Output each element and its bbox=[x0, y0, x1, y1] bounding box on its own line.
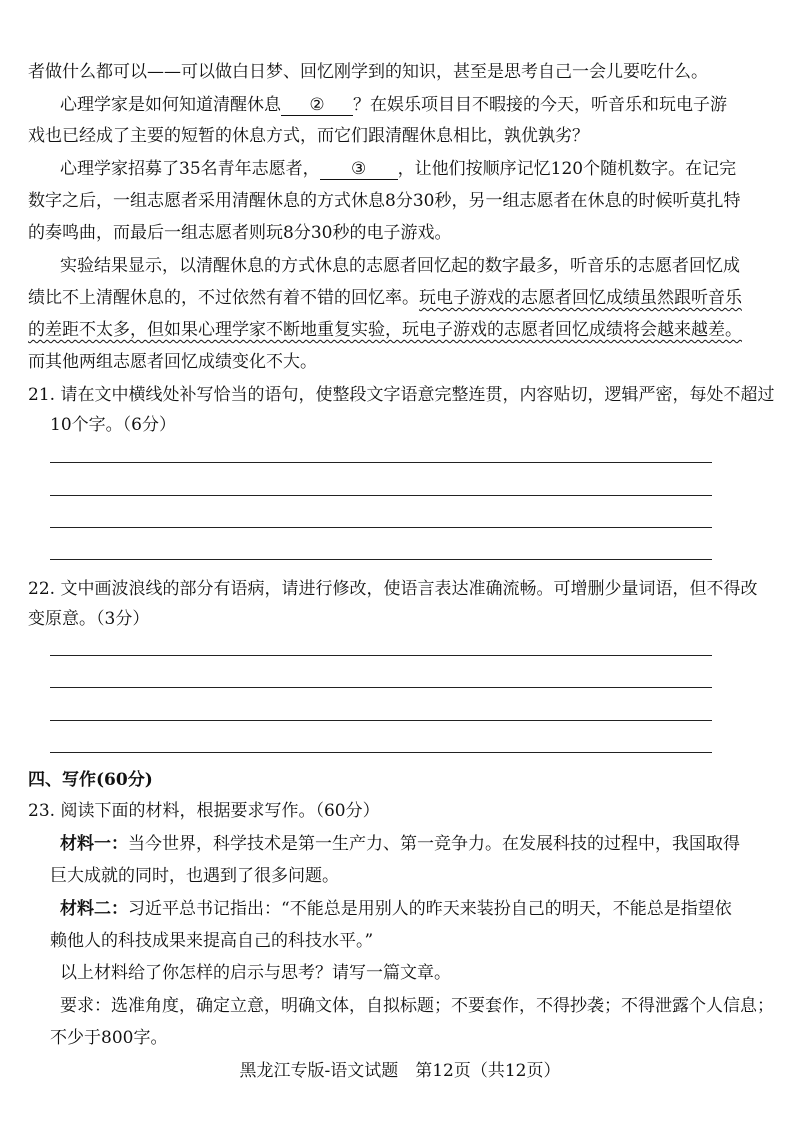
passage-paragraph-4-line-2 bbox=[28, 286, 740, 310]
wavy-underlined-sentence: 玩电子游戏的志愿者回忆成绩虽然跟听音乐 bbox=[419, 288, 742, 308]
material-1-line-2: 巨大成就的同时，也遇到了很多问题。 bbox=[50, 866, 339, 886]
question-21-line-2: 10个字。（6分） bbox=[50, 415, 176, 435]
answer-line-21-2[interactable] bbox=[50, 495, 712, 496]
passage-paragraph-2-line-2: 戏也已经成了主要的短暂的休息方式，而它们跟清醒休息相比，孰优孰劣？ bbox=[28, 126, 589, 146]
answer-line-22-4[interactable] bbox=[50, 752, 712, 753]
material-2-label: 材料二： bbox=[60, 899, 128, 919]
wavy-underlined-sentence: 的差距不太多，但如果心理学家不断地重复实验，玩电子游戏的志愿者回忆成绩将会越来越差。 bbox=[28, 320, 742, 340]
passage-line-1: 者做什么都可以——可以做白日梦、回忆刚学到的知识，甚至是思考自己一会儿要吃什么。 bbox=[28, 62, 708, 82]
passage-paragraph-4-line-1: 实验结果显示，以清醒休息的方式休息的志愿者回忆起的数字最多，听音乐的志愿者回忆成 bbox=[60, 256, 740, 276]
passage-paragraph-3-line-1 bbox=[60, 157, 740, 181]
answer-blank-3[interactable]: ③ bbox=[320, 159, 398, 180]
material-2-line-2: 赖他人的科技成果来提高自己的科技水平。” bbox=[50, 931, 374, 951]
passage-text: 绩比不上清醒休息的，不过依然有着不错的回忆率。 bbox=[28, 288, 419, 308]
material-1-label: 材料一： bbox=[60, 834, 128, 854]
question-21-line-1: 21. 请在文中横线处补写恰当的语句，使整段文字语意完整连贯，内容贴切，逻辑严密，每处不超过 bbox=[28, 385, 775, 405]
passage-text: ，让他们按顺序记忆120个随机数字。在记完 bbox=[397, 159, 737, 179]
passage-paragraph-4-line-4: 而其他两组志愿者回忆成绩变化不大。 bbox=[28, 352, 317, 372]
answer-line-21-3[interactable] bbox=[50, 527, 712, 528]
answer-line-21-4[interactable] bbox=[50, 559, 712, 560]
answer-line-22-2[interactable] bbox=[50, 687, 712, 688]
material-1-line-1 bbox=[60, 832, 740, 856]
writing-prompt: 以上材料给了你怎样的启示与思考？请写一篇文章。 bbox=[60, 963, 451, 983]
answer-blank-2[interactable]: ② bbox=[281, 95, 353, 116]
material-1-text: 当今世界，科学技术是第一生产力、第一竞争力。在发展科技的过程中，我国取得 bbox=[128, 834, 740, 854]
material-2-text: 习近平总书记指出：“不能总是用别人的昨天来装扮自己的明天，不能总是指望依 bbox=[128, 899, 732, 919]
writing-requirements-line-1: 要求：选准角度，确定立意，明确文体，自拟标题；不要套作，不得抄袭；不得泄露个人信息； bbox=[60, 996, 774, 1016]
material-2-line-1 bbox=[60, 897, 740, 921]
answer-line-22-1[interactable] bbox=[50, 655, 712, 656]
question-23-line-1: 23. 阅读下面的材料，根据要求写作。（60分） bbox=[28, 801, 380, 821]
question-22-line-1: 22. 文中画波浪线的部分有语病，请进行修改，使语言表达准确流畅。可增删少量词语，但不得改 bbox=[28, 579, 758, 599]
answer-line-22-3[interactable] bbox=[50, 720, 712, 721]
section-4-title: 四、写作(60分) bbox=[28, 770, 153, 790]
passage-paragraph-3-line-3: 的奏鸣曲，而最后一组志愿者则玩8分30秒的电子游戏。 bbox=[28, 223, 452, 243]
writing-requirements-line-2: 不少于800字。 bbox=[50, 1028, 168, 1048]
passage-paragraph-3-line-2: 数字之后，一组志愿者采用清醒休息的方式休息8分30秒，另一组志愿者在休息的时候听莫扎特 bbox=[28, 191, 741, 211]
passage-text: ？在娱乐项目目不暇接的今天，听音乐和玩电子游 bbox=[353, 95, 727, 115]
question-22-line-2: 变原意。（3分） bbox=[28, 609, 150, 629]
passage-text: 心理学家招募了35名青年志愿者， bbox=[60, 159, 320, 179]
answer-line-21-1[interactable] bbox=[50, 462, 712, 463]
passage-paragraph-4-line-3 bbox=[28, 318, 740, 342]
passage-text: 心理学家是如何知道清醒休息 bbox=[60, 95, 281, 115]
page-footer: 黑龙江专版-语文试题 第12页（共12页） bbox=[239, 1061, 561, 1081]
passage-paragraph-2-line-1 bbox=[60, 93, 740, 117]
